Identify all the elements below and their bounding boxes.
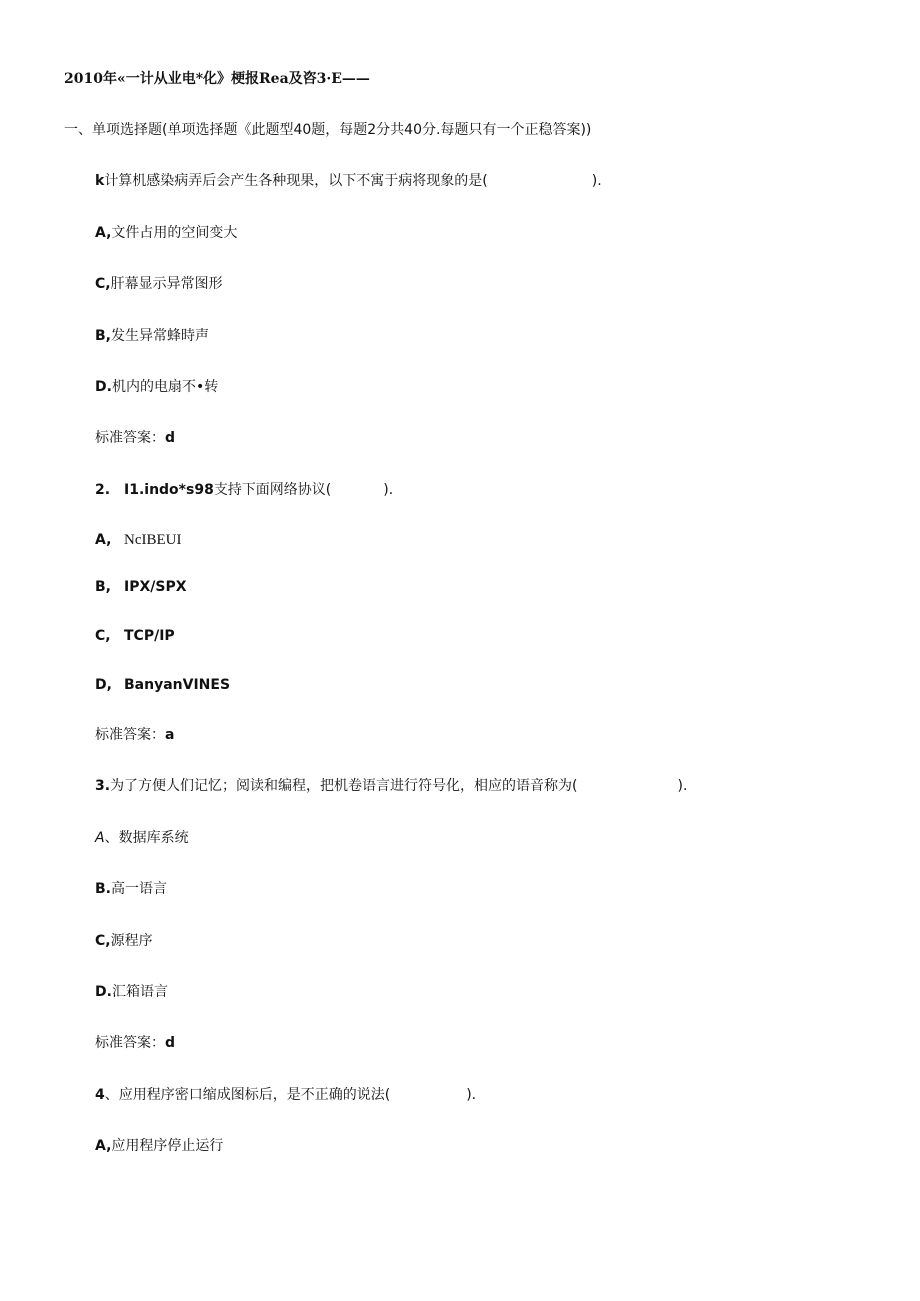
option-text: IPX/SPX bbox=[124, 579, 187, 595]
question-4-option-a bbox=[95, 1137, 223, 1155]
section-heading: 一、单项选择题(单项选择题《此题型40题，每题2分共40分.每题只有一个正稳答案)) bbox=[64, 122, 592, 138]
answer-label: 标准答案： bbox=[95, 430, 165, 446]
question-3-close: ). bbox=[677, 778, 688, 794]
question-3-option-d bbox=[95, 983, 168, 1001]
question-3-option-c bbox=[95, 932, 153, 950]
option-text: 、数据库系统 bbox=[104, 830, 189, 846]
document-title: 2010年«一计从业电*化》梗报Rea及咨3·E—— bbox=[64, 71, 370, 87]
option-label: A bbox=[95, 830, 105, 846]
option-text: BanyanVINES bbox=[124, 677, 231, 693]
question-4-number: 4 bbox=[95, 1087, 105, 1103]
option-text: TCP/IP bbox=[124, 628, 175, 644]
question-1-answer bbox=[95, 429, 175, 447]
answer-value: a bbox=[165, 727, 175, 743]
option-label: D. bbox=[95, 984, 112, 1000]
question-1-close: ). bbox=[591, 173, 602, 189]
option-label: C, bbox=[95, 276, 111, 292]
question-2 bbox=[95, 481, 393, 499]
option-text: 文件占用的空间变大 bbox=[111, 225, 238, 241]
option-label: B. bbox=[95, 881, 111, 897]
question-2-number: 2. bbox=[95, 482, 111, 498]
option-text: 发生异常蜂時声 bbox=[111, 328, 209, 344]
option-label: A, bbox=[95, 1138, 112, 1154]
option-label: A, bbox=[95, 532, 112, 548]
question-1-option-b bbox=[95, 327, 209, 345]
option-text: 汇箱语言 bbox=[111, 984, 168, 1000]
question-4-close: ). bbox=[466, 1087, 477, 1103]
option-text: 机内的电扇不•转 bbox=[111, 379, 219, 395]
question-3-number: 3. bbox=[95, 778, 111, 794]
question-1-text: 计算机感染病弄后会产生各种现果，以下不寓于病将现象的是( bbox=[104, 173, 488, 189]
option-label: C, bbox=[95, 933, 111, 949]
option-label: C, bbox=[95, 628, 111, 644]
question-2-text: 支持下面网络协议( bbox=[213, 482, 332, 498]
option-text: 肝幕显示异常图形 bbox=[110, 276, 223, 292]
question-3-text: 为了方便人们记忆；阅读和编程，把机卷语言进行符号化，相应的语音称为( bbox=[110, 778, 578, 794]
answer-value: d bbox=[165, 1035, 176, 1051]
answer-value: d bbox=[165, 430, 176, 446]
question-1-option-c bbox=[95, 275, 223, 293]
question-1-option-a bbox=[95, 224, 237, 242]
option-text: 应用程序停止运行 bbox=[111, 1138, 224, 1154]
question-4 bbox=[95, 1086, 476, 1104]
question-3-option-b bbox=[95, 880, 167, 898]
option-text: 高一语言 bbox=[111, 881, 167, 897]
question-1-number: k bbox=[95, 173, 105, 189]
option-label: D. bbox=[95, 379, 112, 395]
question-4-text: 、应用程序密口缩成图标后，是不正确的说法( bbox=[104, 1087, 391, 1103]
answer-label: 标准答案： bbox=[95, 1035, 165, 1051]
option-label: B, bbox=[95, 328, 111, 344]
question-1-option-d bbox=[95, 378, 218, 396]
question-2-close: ). bbox=[383, 482, 394, 498]
question-2-option-c bbox=[95, 627, 175, 645]
option-label: D, bbox=[95, 677, 112, 693]
answer-label: 标准答案： bbox=[95, 727, 165, 743]
question-2-option-d bbox=[95, 676, 230, 694]
question-2-answer bbox=[95, 726, 174, 744]
question-2-option-a bbox=[95, 531, 181, 549]
question-2-option-b bbox=[95, 578, 187, 596]
question-1 bbox=[95, 172, 602, 190]
question-3-option-a bbox=[95, 829, 189, 847]
question-2-code: I1.indo*s98 bbox=[124, 482, 214, 498]
question-3-answer bbox=[95, 1034, 175, 1052]
option-text: NcIBEUI bbox=[124, 532, 182, 548]
question-3 bbox=[95, 777, 687, 795]
option-text: 源程序 bbox=[110, 933, 153, 949]
option-label: B, bbox=[95, 579, 111, 595]
option-label: A, bbox=[95, 225, 112, 241]
